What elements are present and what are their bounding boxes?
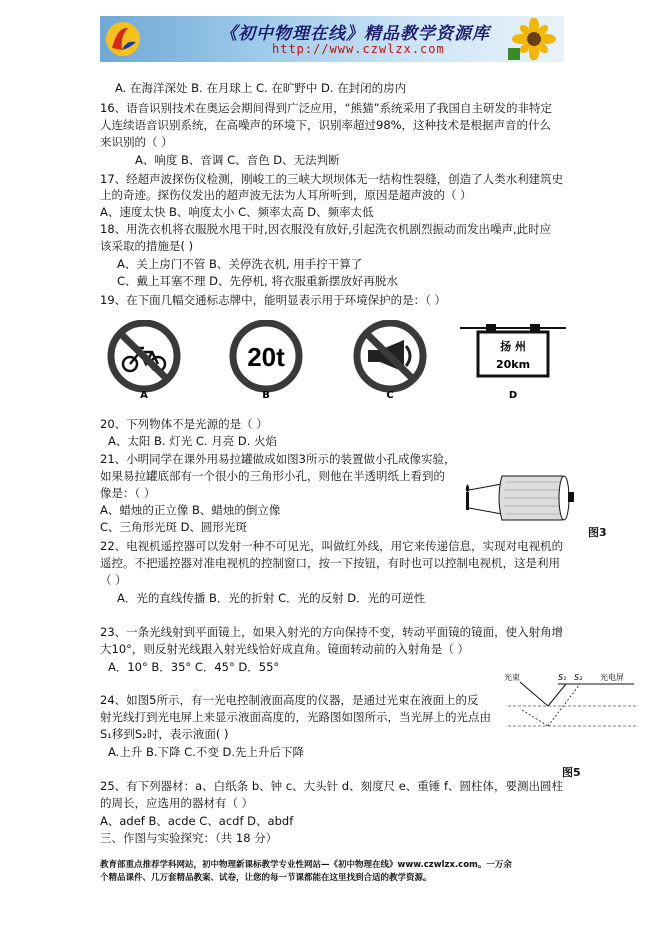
q18-options: C、戴上耳塞不理 D、先停机, 将衣服重新摆放好再脱水 xyxy=(117,274,398,288)
screen-label: 光电屏 xyxy=(600,673,624,682)
beam-label: 光束 xyxy=(504,673,520,682)
q17-options: A、速度太快 B、响度太小 C、频率太高 D、频率太低 xyxy=(100,205,374,219)
q16-text: 人连续语音识别系统，在高噪声的环境下，识别率超过98%，这种技术是根据声音的什么 xyxy=(100,118,552,132)
footer-line: 教育部重点推荐学科网站，初中物理新课标教学专业性网站—《初中物理在线》www.czwlzx.com。一万余 xyxy=(100,860,512,870)
sign-d-distance-text: 20km xyxy=(495,358,531,371)
q25-text: 25、有下列器材：a、白纸条 b、钟 c、大头针 d、刻度尺 e、重锤 f、圆柱体，要测出圆柱 xyxy=(100,779,563,793)
sign-c-label: C xyxy=(386,390,394,400)
sign-d-distance xyxy=(458,320,568,400)
q24-text: 24、如图5所示，有一光电控制液面高度的仪器，是通过光束在液面上的反 xyxy=(100,693,479,707)
q23-options: A．10° B．35° C．45° D．55° xyxy=(108,660,280,674)
sign-a-no-bicycle xyxy=(100,320,188,400)
q17-text: 17、经超声波探伤仪检测，刚峻工的三峡大坝坝体无一结构性裂缝，创造了人类水利建筑史 xyxy=(100,172,564,186)
q16-text: 16、语音识别技术在奥运会期间得到广泛应用，“熊猫”系统采用了我国自主研发的非特定 xyxy=(100,101,553,115)
q19-text: 19、在下面几幅交通标志牌中，能明显表示用于环境保护的是：（ ） xyxy=(100,293,447,307)
q24-options: A.上升 B.下降 C.不变 D.先上升后下降 xyxy=(108,745,305,759)
sign-d-place: 扬 州 xyxy=(500,340,526,353)
q24-text: S₁移到S₂时，表示液面( ) xyxy=(100,727,229,741)
q21-text: 如果易拉罐底部有一个很小的三角形小孔，则他在半透明纸上看到的 xyxy=(100,469,445,483)
header-title: 《初中物理在线》精品教学资源库 xyxy=(220,24,490,44)
q17-text: 上的奇迹。探伤仪发出的超声波无法为人耳所听到，原因是超声波的（ ） xyxy=(100,188,472,202)
header-url: http://www.czwlzx.com xyxy=(272,42,445,56)
q21-text: 21、小明同学在课外用易拉罐做成如图3所示的装置做小孔成像实验， xyxy=(100,452,456,466)
q24-text: 射光线打到光电屏上来显示液面高度的，光路图如图所示，当光屏上的光点由 xyxy=(100,710,491,724)
figure-5-label: 图5 xyxy=(562,766,581,779)
header-banner xyxy=(100,16,564,62)
q22-text: 遥控。不把遥控器对准电视机的控制窗口，按一下按钮，有时也可以控制电视机，这是利用 xyxy=(100,556,560,570)
q23-text: 23、一条光线射到平面镜上，如果入射光的方向保持不变，转动平面镜的镜面，使入射角增 xyxy=(100,625,564,639)
q22-text: 22、电视机遥控器可以发射一种不可见光，叫做红外线，用它来传递信息，实现对电视机的 xyxy=(100,539,564,553)
s2-label: S₂ xyxy=(574,673,583,682)
q16-options: A、响度 B、音调 C、音色 D、无法判断 xyxy=(135,153,340,167)
q21-options: A、蜡烛的正立像 B、蜡烛的倒立像 xyxy=(100,503,281,517)
sign-b-text: 20t xyxy=(247,342,285,372)
page-footer xyxy=(100,859,564,885)
q21-text: 像是：（ ） xyxy=(100,486,156,500)
q25-options: A、adef B、acde C、acdf D、abdf xyxy=(100,814,294,828)
s1-label: S₁ xyxy=(558,673,567,682)
figure-5-light-sensor xyxy=(502,668,642,738)
q15-options: A. 在海洋深处 B. 在月球上 C. 在旷野中 D. 在封闭的房内 xyxy=(115,81,407,95)
q20-options: A、太阳 B. 灯光 C. 月亮 D. 火焰 xyxy=(108,434,278,448)
sign-d-label: D xyxy=(508,390,518,400)
figure-3-label: 图3 xyxy=(588,526,607,539)
q16-text: 来识别的（ ） xyxy=(100,135,173,149)
q18-options: A、关上房门不管 B、关停洗衣机, 用手拧干算了 xyxy=(117,257,363,271)
figure-3-pinhole-camera xyxy=(462,470,582,525)
section-3-heading: 三、作图与实验探究：（共 18 分） xyxy=(100,831,278,845)
q18-text: 该采取的措施是( ) xyxy=(100,239,194,253)
sign-b-label: B xyxy=(262,390,270,400)
q20-text: 20、下列物体不是光源的是（ ） xyxy=(100,417,268,431)
q23-text: 大10°，则反射光线跟入射光线恰好成直角。镜面转动前的入射角是（ ） xyxy=(100,642,470,656)
site-logo-icon xyxy=(104,20,142,58)
sunflower-icon xyxy=(500,18,558,60)
q25-text: 的周长，应选用的器材有（ ） xyxy=(100,796,254,810)
sign-b-weight-limit xyxy=(222,320,310,400)
q18-text: 18、用洗衣机将衣服脱水甩干时,因衣服没有放好,引起洗衣机剧烈振动而发出噪声,此时应 xyxy=(100,222,552,236)
sign-a-label: A xyxy=(140,390,148,400)
footer-line: 个精品课件、几万套精品教案、试卷，让您的每一节课都能在这里找到合适的教学资源。 xyxy=(100,873,432,883)
q22-text: （ ） xyxy=(100,573,127,587)
q22-options: A．光的直线传播 B．光的折射 C．光的反射 D．光的可逆性 xyxy=(117,591,426,605)
q21-options: C、三角形光斑 D、圆形光斑 xyxy=(100,520,248,534)
sign-c-no-horn xyxy=(346,320,434,400)
